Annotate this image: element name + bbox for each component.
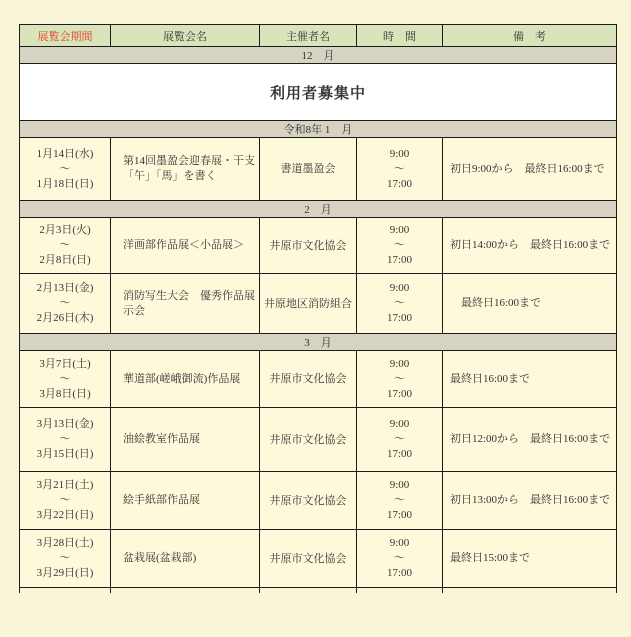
period-end: 2月8日(日) [39, 254, 91, 266]
period-cell [20, 274, 111, 334]
period-cell [20, 530, 111, 588]
time-start: 9:00 [389, 224, 410, 236]
period-cell [20, 138, 111, 201]
organizer-cell: 井原市文化協会 [260, 530, 357, 588]
period-start: 2月3日(火) [39, 224, 91, 236]
range-tilde: ～ [59, 239, 71, 251]
exhibition-name-cell: 華道部(嵯峨御流)作品展 [111, 351, 260, 408]
time-cell [357, 530, 443, 588]
range-tilde: ～ [59, 297, 71, 309]
time-end: 17:00 [386, 312, 413, 324]
organizer-cell: 井原市文化協会 [260, 218, 357, 274]
time-start: 9:00 [389, 537, 410, 549]
organizer-cell: 井原市文化協会 [260, 351, 357, 408]
month-band-label: 令和8年 1 月 [20, 121, 617, 138]
header-remarks: 備 考 [443, 25, 617, 47]
period-start: 3月28日(土) [36, 537, 94, 549]
remarks-cell: 初日12:00から 最終日16:00まで [443, 408, 617, 472]
time-start: 9:00 [389, 147, 410, 160]
time-cell [357, 351, 443, 408]
exhibition-name-cell: 盆栽展(盆栽部) [111, 530, 260, 588]
time-start: 9:00 [389, 479, 410, 491]
exhibition-schedule-table [19, 24, 617, 593]
period-cell [20, 351, 111, 408]
table-row [20, 472, 617, 530]
period-start: 3月13日(金) [36, 418, 94, 430]
period-start: 3月21日(土) [36, 479, 94, 491]
period-end: 1月18日(日) [36, 177, 94, 190]
period-start: 1月14日(水) [36, 147, 94, 160]
period-end: 3月15日(日) [36, 448, 94, 460]
period-start: 2月13日(金) [36, 282, 94, 294]
exhibition-name-cell: 第14回墨盈会迎春展・干支「午」「馬」を書く [111, 138, 260, 201]
time-end: 17:00 [386, 177, 413, 190]
remarks-cell: 初日9:00から 最終日16:00まで [443, 138, 617, 201]
table-row [20, 408, 617, 472]
period-cell [20, 408, 111, 472]
period-cell [20, 218, 111, 274]
time-cell [357, 138, 443, 201]
period-start: 3月7日(土) [39, 357, 91, 370]
range-tilde: ～ [394, 494, 405, 506]
range-tilde: ～ [394, 239, 405, 251]
period-end: 3月29日(日) [36, 567, 94, 579]
table-row [20, 351, 617, 408]
period-end: 2月26日(木) [36, 312, 94, 324]
range-tilde: ～ [394, 162, 405, 175]
month-band-december [20, 47, 617, 64]
organizer-cell: 書道墨盈会 [260, 138, 357, 201]
time-cell [357, 218, 443, 274]
table-row [20, 218, 617, 274]
notice-label: 利用者募集中 [20, 64, 617, 121]
month-band-label: 3 月 [20, 334, 617, 351]
remarks-cell: 初日13:00から 最終日16:00まで [443, 472, 617, 530]
time-cell [357, 274, 443, 334]
remarks-cell: 最終日16:00まで [443, 274, 617, 334]
table-row [20, 138, 617, 201]
exhibition-name-cell: 絵手紙部作品展 [111, 472, 260, 530]
range-tilde: ～ [394, 552, 405, 564]
notice-row [20, 64, 617, 121]
range-tilde: ～ [59, 162, 71, 175]
range-tilde: ～ [59, 494, 71, 506]
time-cell [357, 472, 443, 530]
month-band-label: 2 月 [20, 201, 617, 218]
organizer-cell: 井原市文化協会 [260, 408, 357, 472]
time-end: 17:00 [386, 254, 413, 266]
range-tilde: ～ [394, 372, 405, 385]
range-tilde: ～ [394, 433, 405, 445]
header-exhibition-name: 展覧会名 [111, 25, 260, 47]
time-end: 17:00 [386, 509, 413, 521]
range-tilde: ～ [394, 297, 405, 309]
range-tilde: ～ [59, 433, 71, 445]
header-time: 時 間 [357, 25, 443, 47]
header-organizer: 主催者名 [260, 25, 357, 47]
month-band-label: 12 月 [20, 47, 617, 64]
range-tilde: ～ [59, 552, 71, 564]
month-band-march [20, 334, 617, 351]
remarks-cell: 初日14:00から 最終日16:00まで [443, 218, 617, 274]
period-cell [20, 472, 111, 530]
range-tilde: ～ [59, 372, 71, 385]
month-band-january [20, 121, 617, 138]
time-start: 9:00 [389, 282, 410, 294]
remarks-cell: 最終日16:00まで [443, 351, 617, 408]
time-start: 9:00 [389, 357, 410, 370]
remarks-cell: 最終日15:00まで [443, 530, 617, 588]
time-cell [357, 408, 443, 472]
time-end: 17:00 [386, 387, 413, 400]
table-row [20, 530, 617, 588]
time-start: 9:00 [389, 418, 410, 430]
month-band-february [20, 201, 617, 218]
exhibition-name-cell: 洋画部作品展＜小品展＞ [111, 218, 260, 274]
period-end: 3月8日(日) [39, 387, 91, 400]
time-end: 17:00 [386, 567, 413, 579]
partial-bottom-row [20, 588, 617, 594]
header-period: 展覧会期間 [20, 25, 111, 47]
organizer-cell: 井原地区消防組合 [260, 274, 357, 334]
table-header-row [20, 25, 617, 47]
organizer-cell: 井原市文化協会 [260, 472, 357, 530]
period-end: 3月22日(日) [36, 509, 94, 521]
exhibition-name-cell: 油絵教室作品展 [111, 408, 260, 472]
exhibition-name-cell: 消防写生大会 優秀作品展示会 [111, 274, 260, 334]
table-row [20, 274, 617, 334]
time-end: 17:00 [386, 448, 413, 460]
